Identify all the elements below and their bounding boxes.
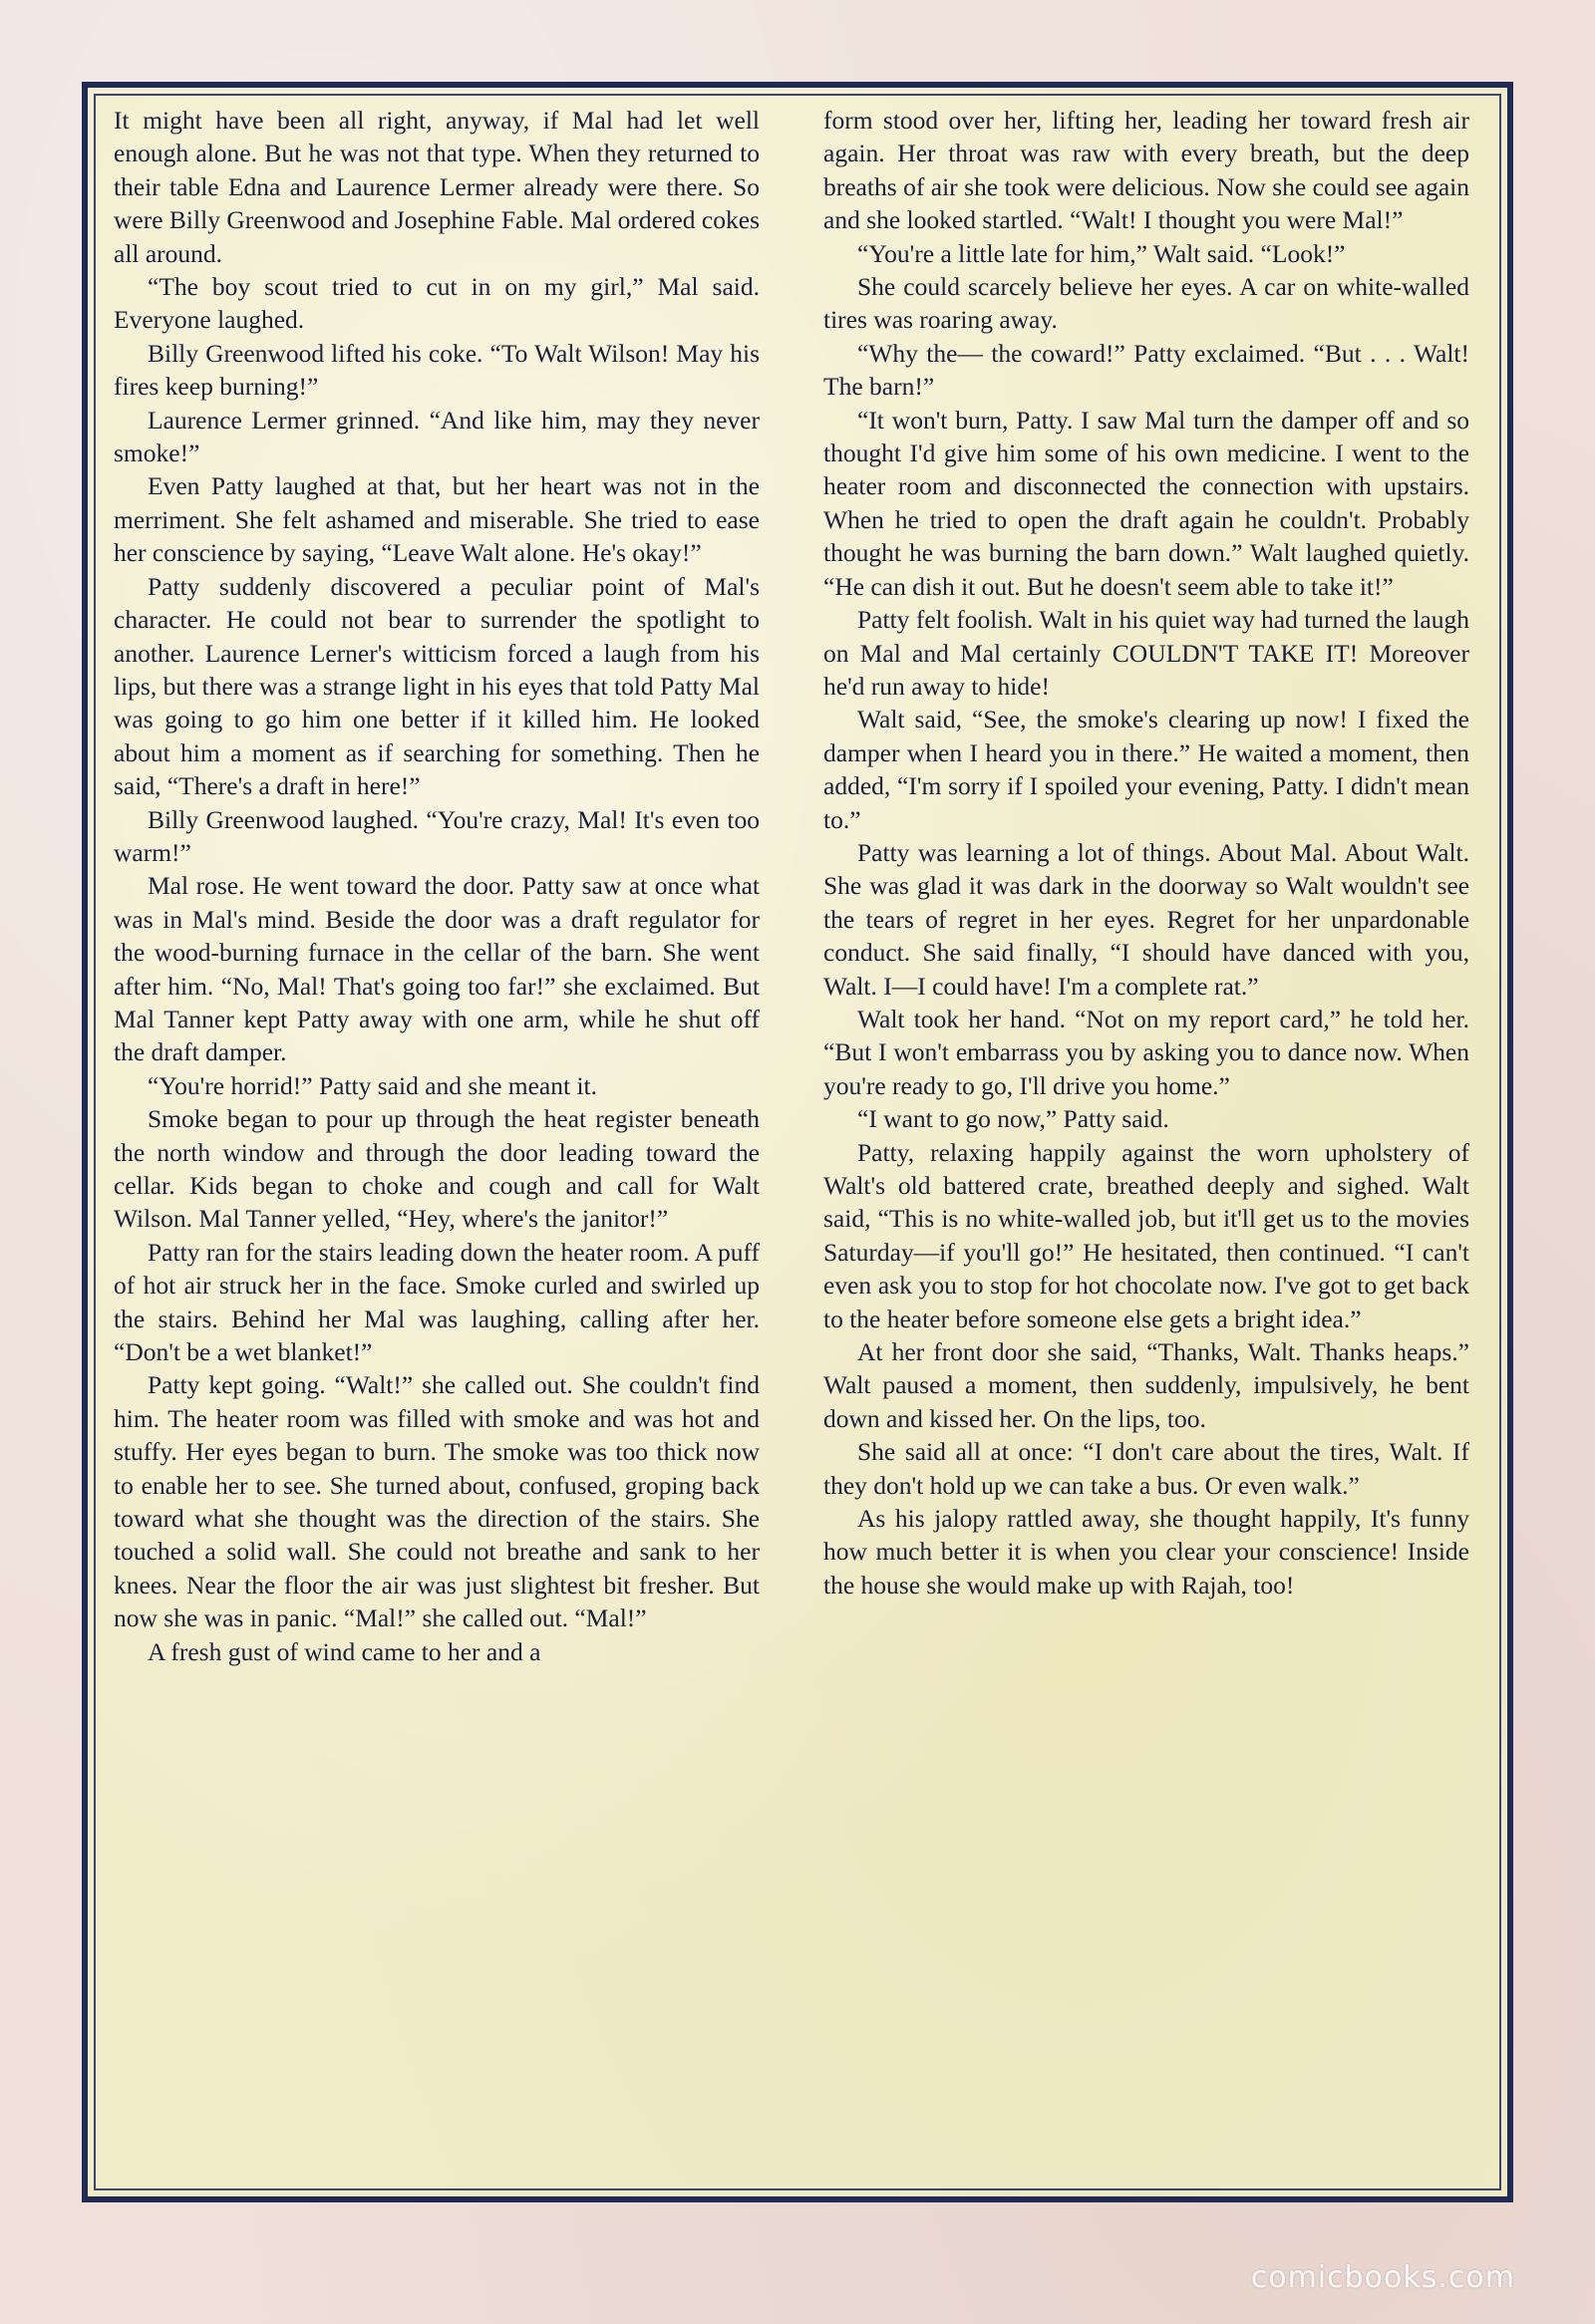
paragraph: “You're a little late for him,” Walt said. “Look!” (857, 238, 1346, 268)
paragraph: At her front door she said, “Thanks, Walt. Thanks heaps.” Walt paused a moment, then suddenly, impulsively, he bent down and kissed her. On the lips, too. (823, 1337, 1469, 1433)
paragraph: A fresh gust of wind came to her and a (148, 1636, 541, 1666)
paragraph: Laurence Lermer grinned. “And like him, may they never smoke!” (114, 405, 760, 468)
paragraph: Patty kept going. “Walt!” she called out. She couldn't find him. The heater room was filled with smoke and was hot and stuffy. Her eyes began to burn. The smoke was too thick now to enable her to see. She turned about, confused, groping back toward what she thought was the direction of the stairs. She touched a solid wall. She could not breathe and sank to her knees. Near the floor the air was just slightest bit fresher. But now she was in panic. “Mal!” she called out. “Mal!” (114, 1370, 760, 1633)
story-column-right (823, 104, 1469, 2177)
paragraph: Patty was learning a lot of things. About Mal. About Walt. She was glad it was dark in the doorway so Walt wouldn't see the tears of regret in her eyes. Regret for her unpardonable conduct. She said finally, “I should have danced with you, Walt. I—I could have! I'm a complete rat.” (823, 837, 1469, 1001)
text-panel (82, 82, 1513, 2202)
paragraph: Patty ran for the stairs leading down the heater room. A puff of hot air struck her in the face. Smoke curled and swirled up the stairs. Behind her Mal was laughing, calling after her. “Don't be a wet blanket!” (114, 1237, 760, 1367)
paragraph: Billy Greenwood laughed. “You're crazy, Mal! It's even too warm!” (114, 804, 760, 867)
paragraph: Patty felt foolish. Walt in his quiet way had turned the laugh on Mal and Mal certainly COULDN'T TAKE IT! Moreover he'd run away to hide! (823, 605, 1469, 701)
paragraph: “The boy scout tried to cut in on my girl,” Mal said. Everyone laughed. (114, 272, 760, 335)
paragraph: Walt said, “See, the smoke's clearing up now! I fixed the damper when I heard you in there.” He waited a moment, then added, “I'm sorry if I spoiled your evening, Patty. I didn't mean to.” (823, 705, 1469, 834)
paragraph: “It won't burn, Patty. I saw Mal turn the damper off and so thought I'd give him some of his own medicine. I went to the heater room and disconnected the connection with upstairs. When he tried to open the draft again he couldn't. Probably thought he was burning the barn down.” Walt laughed quietly. “He can dish it out. But he doesn't seem able to take it!” (823, 405, 1469, 601)
paragraph: form stood over her, lifting her, leading her toward fresh air again. Her throat was raw with every breath, but the deep breaths of air she took were delicious. Now she could see again and she looked startled. “Walt! I thought you were Mal!” (823, 106, 1469, 235)
paragraph: Walt took her hand. “Not on my report card,” he told her. “But I won't embarrass you by asking you to dance now. When you're ready to go, I'll drive you home.” (823, 1004, 1469, 1100)
paragraph: Patty suddenly discovered a peculiar point of Mal's character. He could not bear to surrender the spotlight to another. Laurence Lerner's witticism forced a laugh from his lips, but there was a strange light in his eyes that told Patty Mal was going to go him one better if it killed him. He looked about him a moment as if searching for something. Then he said, “There's a draft in here!” (114, 571, 760, 801)
paragraph: “Why the— the coward!” Patty exclaimed. “But . . . Walt! The barn!” (823, 338, 1469, 402)
paragraph: Billy Greenwood lifted his coke. “To Walt Wilson! May his fires keep burning!” (114, 338, 760, 402)
paragraph: As his jalopy rattled away, she thought happily, It's funny how much better it is when you clear your conscience! Inside the house she would make up with Rajah, too! (823, 1504, 1469, 1599)
site-watermark: comicbooks.com (1250, 2260, 1515, 2295)
paragraph: Even Patty laughed at that, but her heart was not in the merriment. She felt ashamed and miserable. She tried to ease her conscience by saying, “Leave Walt alone. He's okay!” (114, 471, 760, 568)
paragraph: “You're horrid!” Patty said and she meant it. (148, 1070, 597, 1100)
paragraph: It might have been all right, anyway, if Mal had let well enough alone. But he was not that type. When they returned to their table Edna and Laurence Lermer already were there. So were Billy Greenwood and Josephine Fable. Mal ordered cokes all around. (114, 106, 760, 268)
paragraph: Patty, relaxing happily against the worn upholstery of Walt's old battered crate, breathed deeply and sighed. Walt said, “This is no white-walled job, but it'll get us to the movies Saturday—if you'll go!” He hesitated, then continued. “I can't even ask you to stop for hot chocolate now. I've got to get back to the heater before someone else gets a bright idea.” (823, 1137, 1469, 1333)
paragraph: Mal rose. He went toward the door. Patty saw at once what was in Mal's mind. Beside the door was a draft regulator for the wood-burning furnace in the cellar of the barn. She went after him. “No, Mal! That's going too far!” she exclaimed. But Mal Tanner kept Patty away with one arm, while he shut off the draft damper. (114, 871, 760, 1067)
story-column-left (114, 104, 760, 2177)
paragraph: Smoke began to pour up through the heat register beneath the north window and through the door leading toward the cellar. Kids began to choke and cough and call for Walt Wilson. Mal Tanner yelled, “Hey, where's the janitor!” (114, 1104, 760, 1234)
paragraph: She said all at once: “I don't care about the tires, Walt. If they don't hold up we can take a bus. Or even walk.” (823, 1437, 1469, 1500)
paragraph: “I want to go now,” Patty said. (857, 1104, 1169, 1134)
paragraph: She could scarcely believe her eyes. A car on white-walled tires was roaring away. (823, 272, 1469, 335)
